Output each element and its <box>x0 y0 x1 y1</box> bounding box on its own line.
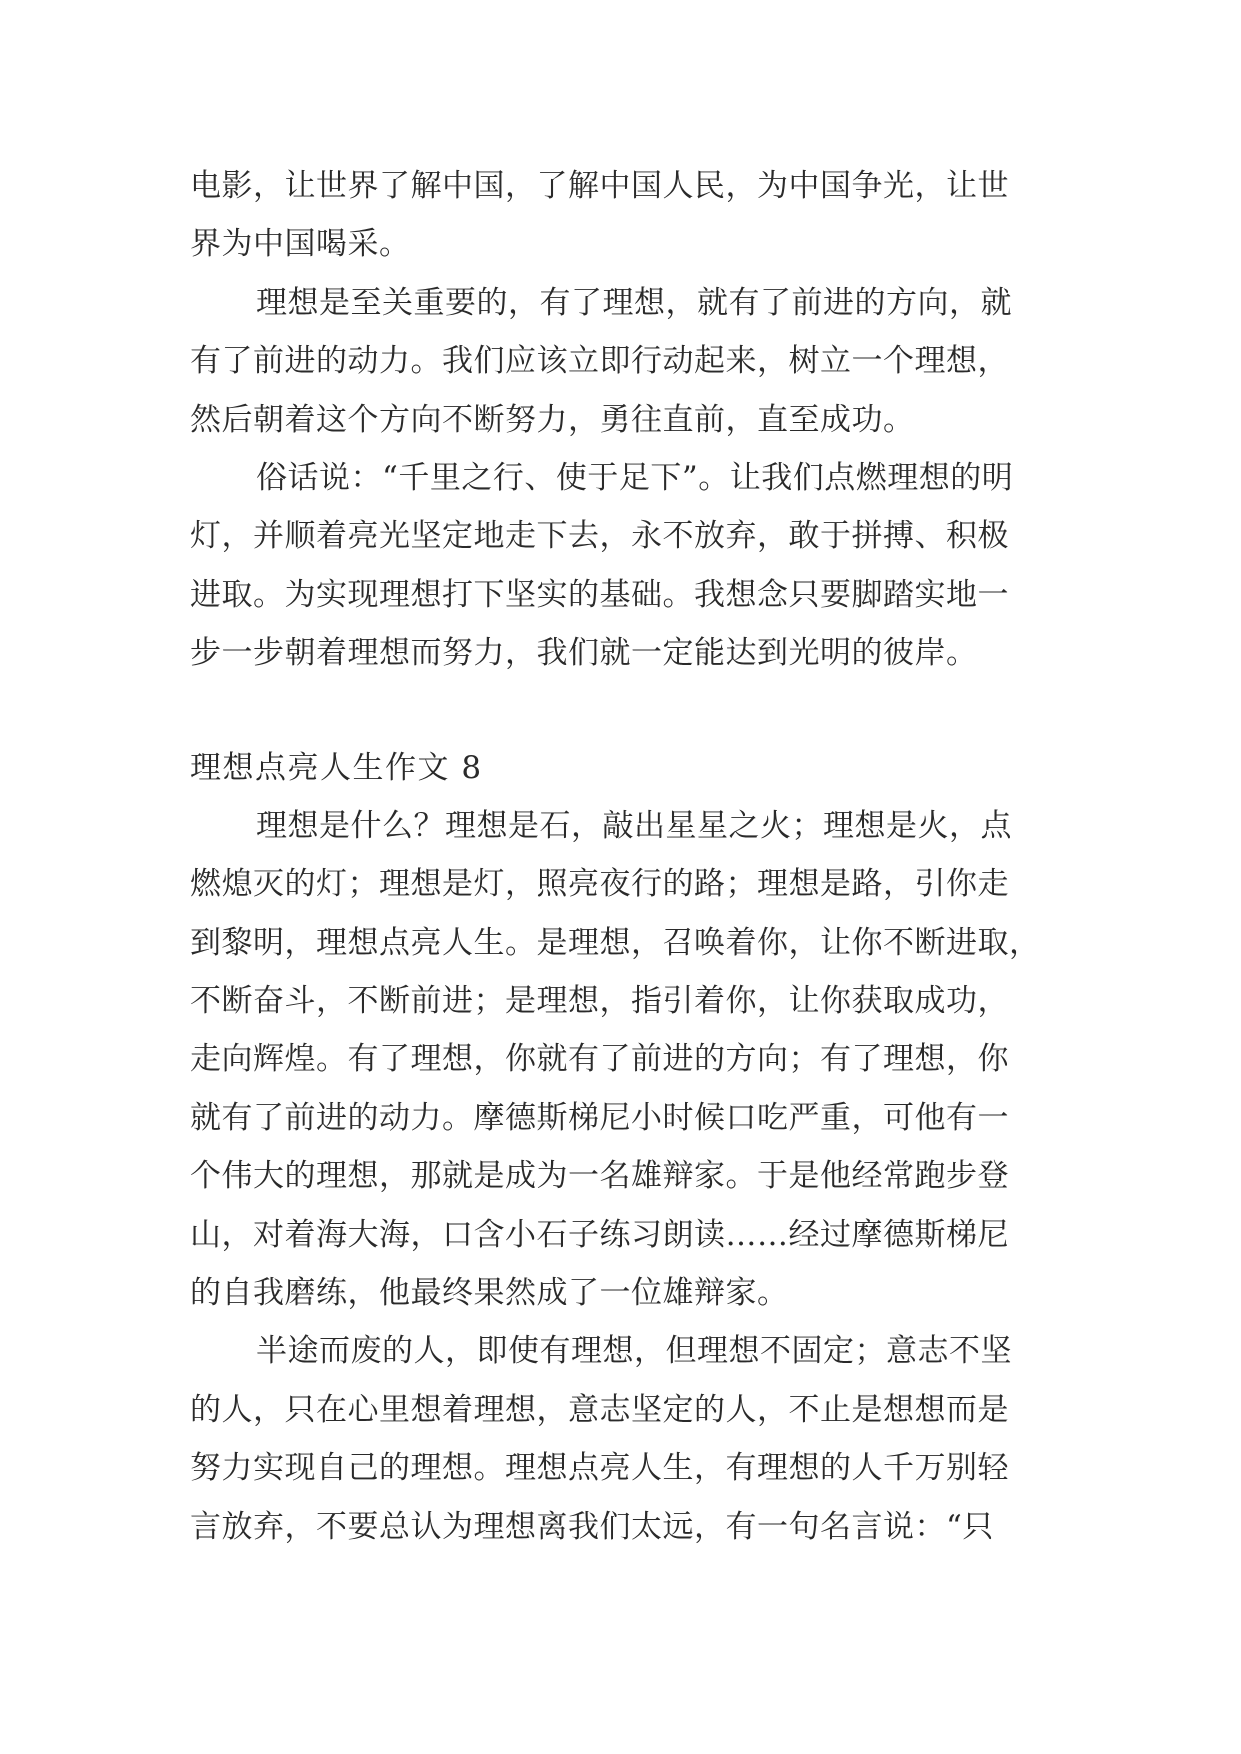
text-line: 界为中国喝采。 <box>190 226 411 263</box>
text-line: 理想是至关重要的，有了理想，就有了前进的方向，就 <box>256 284 1012 321</box>
document-body <box>190 157 1060 1556</box>
text-line: 灯，并顺着亮光坚定地走下去，永不放弃，敢于拼搏、积极 <box>190 518 1009 555</box>
text-line: 然后朝着这个方向不断努力，勇往直前，直至成功。 <box>190 401 915 438</box>
text-line: 言放弃，不要总认为理想离我们太远，有一句名言说：“只 <box>190 1508 994 1545</box>
text-line: 个伟大的理想，那就是成为一名雄辩家。于是他经常跑步登 <box>190 1158 1009 1195</box>
text-line: 燃熄灭的灯；理想是灯，照亮夜行的路；理想是路，引你走 <box>190 866 1009 903</box>
text-line: 不断奋斗，不断前进；是理想，指引着你，让你获取成功， <box>190 983 1009 1020</box>
text-line: 理想是什么？理想是石，敲出星星之火；理想是火，点 <box>256 807 1012 844</box>
paragraph-continued <box>190 157 1060 274</box>
text-line: 半途而废的人，即使有理想，但理想不固定；意志不坚 <box>256 1333 1012 1370</box>
text-line: 的自我磨练，他最终果然成了一位雄辩家。 <box>190 1275 789 1312</box>
paragraph <box>190 274 1060 449</box>
text-line: 走向辉煌。有了理想，你就有了前进的方向；有了理想，你 <box>190 1041 1009 1078</box>
paragraph <box>190 449 1060 683</box>
text-line: 到黎明，理想点亮人生。是理想，召唤着你，让你不断进取， <box>190 924 1041 961</box>
text-line: 步一步朝着理想而努力，我们就一定能达到光明的彼岸。 <box>190 635 978 672</box>
text-line: 努力实现自己的理想。理想点亮人生，有理想的人千万别轻 <box>190 1450 1009 1487</box>
text-line: 进取。为实现理想打下坚实的基础。我想念只要脚踏实地一 <box>190 576 1009 613</box>
paragraph <box>190 1322 1060 1556</box>
text-line: 电影，让世界了解中国，了解中国人民，为中国争光，让世 <box>190 168 1009 204</box>
text-line: 有了前进的动力。我们应该立即行动起来，树立一个理想， <box>190 343 1009 380</box>
text-line: 俗话说：“千里之行、使于足下”。让我们点燃理想的明 <box>256 459 1014 496</box>
text-line: 就有了前进的动力。摩德斯梯尼小时候口吃严重，可他有一 <box>190 1099 1009 1136</box>
section-spacer <box>190 683 1060 739</box>
text-line: 山，对着海大海，口含小石子练习朗读……经过摩德斯梯尼 <box>190 1216 1009 1253</box>
paragraph <box>190 797 1060 1323</box>
section-heading: 理想点亮人生作文 8 <box>190 749 483 786</box>
text-line: 的人，只在心里想着理想，意志坚定的人，不止是想想而是 <box>190 1391 1009 1428</box>
